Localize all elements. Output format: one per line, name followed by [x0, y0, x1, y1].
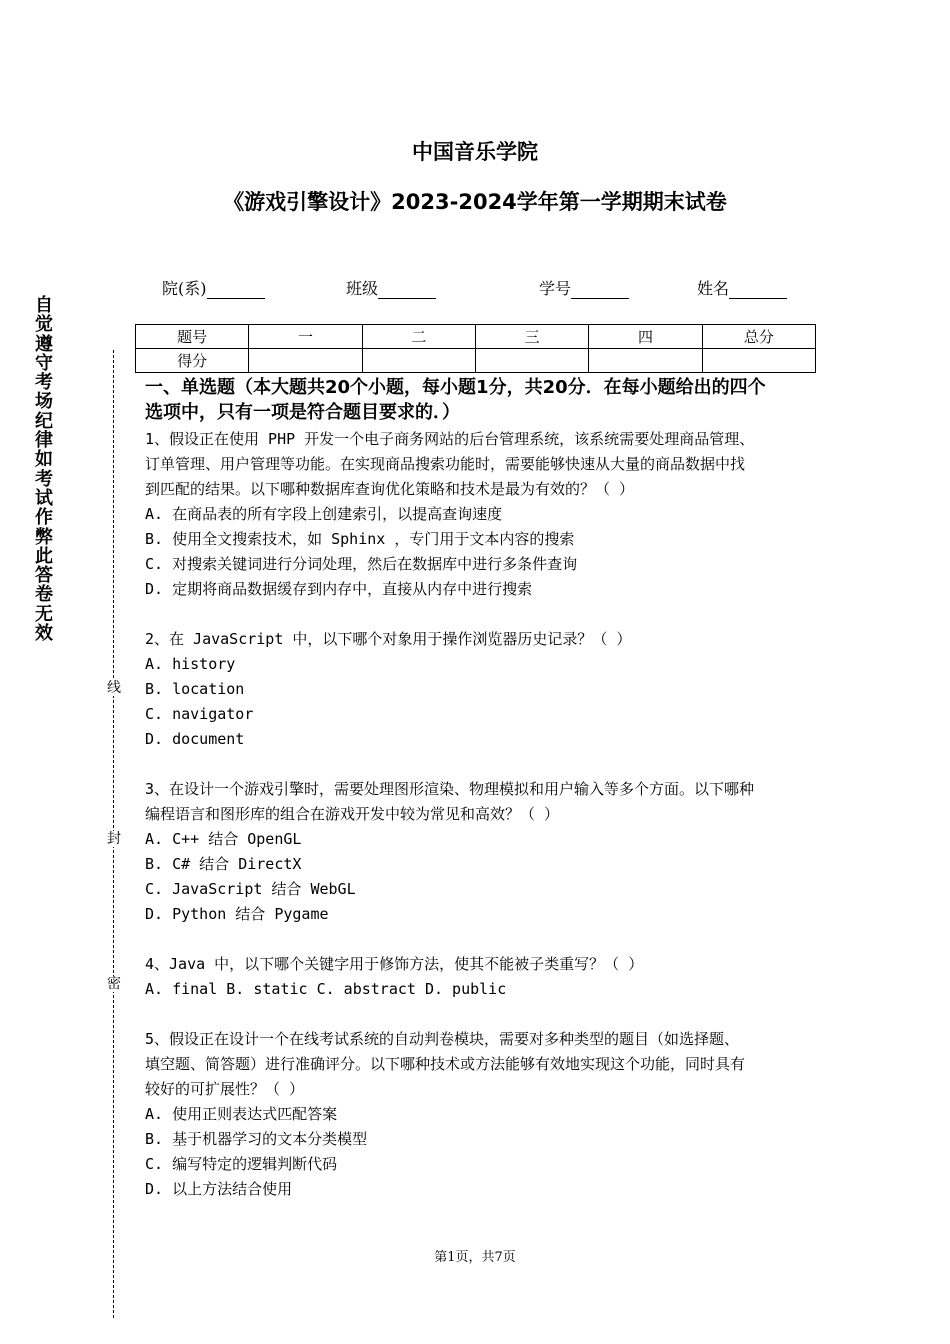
score-table-header-row: [136, 325, 816, 349]
question-option: B. 基于机器学习的文本分类模型: [145, 1130, 368, 1148]
side-notice-char: 自: [35, 295, 53, 316]
score-cell[interactable]: [702, 349, 815, 373]
question-option: D. Python 结合 Pygame: [145, 905, 329, 923]
score-cell[interactable]: [475, 349, 588, 373]
question-2: [145, 627, 815, 752]
department-field: [162, 276, 265, 299]
question-spacer: [145, 1002, 815, 1027]
question-spacer: [145, 927, 815, 952]
question-stem-line: 2、在 JavaScript 中，以下哪个对象用于操作浏览器历史记录？（ ）: [145, 630, 632, 648]
side-notice-char: 律: [35, 430, 53, 452]
side-notice-char: 效: [35, 623, 53, 645]
student-id-label: 学号: [539, 279, 572, 298]
question-spacer: [145, 602, 815, 627]
side-notice-char: 试: [35, 487, 53, 509]
question-option: A. 在商品表的所有字段上创建索引，以提高查询速度: [145, 505, 503, 523]
question-option: D. document: [145, 730, 245, 748]
side-notice-char: 场: [35, 391, 53, 413]
side-notice-char: 卷: [35, 584, 53, 606]
section-heading-line: 一、单选题（本大题共20个小题，每小题1分，共20分．在每小题给出的四个: [145, 377, 766, 398]
question-stem-line: 到匹配的结果。以下哪种数据库查询优化策略和技术是最为有效的？（ ）: [145, 480, 635, 498]
table-header-cell: 三: [475, 325, 588, 349]
score-row-label: 得分: [136, 349, 249, 373]
side-notice: [33, 296, 55, 643]
question-stem-line: 3、在设计一个游戏引擎时，需要处理图形渲染、物理模拟和用户输入等多个方面。以下哪种: [145, 780, 755, 798]
table-header-cell: 题号: [136, 325, 249, 349]
question-stem-line: 编程语言和图形库的组合在游戏开发中较为常见和高效？（ ）: [145, 805, 560, 823]
question-option: B. 使用全文搜索技术，如 Sphinx ，专门用于文本内容的搜索: [145, 530, 575, 548]
side-notice-char: 弊: [35, 526, 53, 548]
school-name: 中国音乐学院: [412, 140, 538, 164]
table-header-cell: 二: [362, 325, 475, 349]
seal-dense-mark: 密: [107, 976, 121, 992]
question-3: [145, 777, 815, 927]
department-label: 院(系): [162, 279, 207, 298]
name-field: [697, 276, 787, 299]
score-cell[interactable]: [589, 349, 702, 373]
score-cell[interactable]: [249, 349, 362, 373]
question-option: A. final B. static C. abstract D. public: [145, 980, 507, 998]
score-table-score-row: [136, 349, 816, 373]
question-option: C. 对搜索关键词进行分词处理，然后在数据库中进行多条件查询: [145, 555, 578, 573]
side-notice-char: 此: [35, 545, 53, 567]
side-notice-char: 作: [35, 507, 53, 529]
question-option: B. location: [145, 680, 245, 698]
side-notice-char: 遵: [35, 333, 53, 355]
question-option: A. 使用正则表达式匹配答案: [145, 1105, 338, 1123]
class-field: [346, 276, 436, 299]
side-notice-char: 答: [35, 565, 53, 587]
question-option: C. 编写特定的逻辑判断代码: [145, 1155, 338, 1173]
question-option: C. JavaScript 结合 WebGL: [145, 880, 356, 898]
question-option: C. navigator: [145, 705, 254, 723]
question-stem-line: 填空题、简答题）进行准确评分。以下哪种技术或方法能够有效地实现这个功能，同时具有: [145, 1055, 746, 1073]
class-label: 班级: [346, 279, 379, 298]
section-heading-line: 选项中，只有一项是符合题目要求的．）: [145, 402, 460, 423]
question-option: D. 定期将商品数据缓存到内存中，直接从内存中进行搜索: [145, 580, 533, 598]
question-option: A. history: [145, 655, 236, 673]
question-5: [145, 1027, 815, 1202]
question-stem-line: 4、Java 中，以下哪个关键字用于修饰方法，使其不能被子类重写？（ ）: [145, 955, 644, 973]
side-notice-char: 考: [35, 468, 53, 490]
section-heading: [145, 375, 815, 425]
question-spacer: [145, 752, 815, 777]
student-id-field: [539, 276, 629, 299]
side-notice-char: 考: [35, 372, 53, 394]
question-stem-line: 1、假设正在使用 PHP 开发一个电子商务网站的后台管理系统，该系统需要处理商品管理、: [145, 430, 755, 448]
score-cell[interactable]: [362, 349, 475, 373]
seal-line-mark: 线: [107, 680, 121, 696]
seal-seal-mark: 封: [107, 831, 121, 847]
name-label: 姓名: [697, 279, 730, 298]
question-stem-line: 5、假设正在设计一个在线考试系统的自动判卷模块，需要对多种类型的题目（如选择题、: [145, 1030, 740, 1048]
question-list: [145, 427, 815, 1202]
side-notice-char: 如: [35, 449, 53, 471]
side-notice-char: 无: [35, 603, 53, 625]
score-table: [135, 324, 816, 373]
table-header-cell: 一: [249, 325, 362, 349]
question-stem-line: 订单管理、用户管理等功能。在实现商品搜索功能时，需要能够快速从大量的商品数据中找: [145, 455, 746, 473]
table-header-cell: 四: [589, 325, 702, 349]
side-notice-char: 觉: [35, 314, 53, 336]
question-stem-line: 较好的可扩展性？（ ）: [145, 1080, 305, 1098]
question-option: B. C# 结合 DirectX: [145, 855, 302, 873]
question-4: [145, 952, 815, 1002]
page-footer: 第1页，共7页: [434, 1250, 516, 1265]
table-header-cell: 总分: [702, 325, 815, 349]
question-option: A. C++ 结合 OpenGL: [145, 830, 302, 848]
side-notice-char: 纪: [35, 410, 53, 432]
exam-title: 《游戏引擎设计》2023-2024学年第一学期期末试卷: [223, 190, 727, 214]
side-notice-char: 守: [35, 352, 53, 374]
question-option: D. 以上方法结合使用: [145, 1180, 293, 1198]
question-1: [145, 427, 815, 602]
